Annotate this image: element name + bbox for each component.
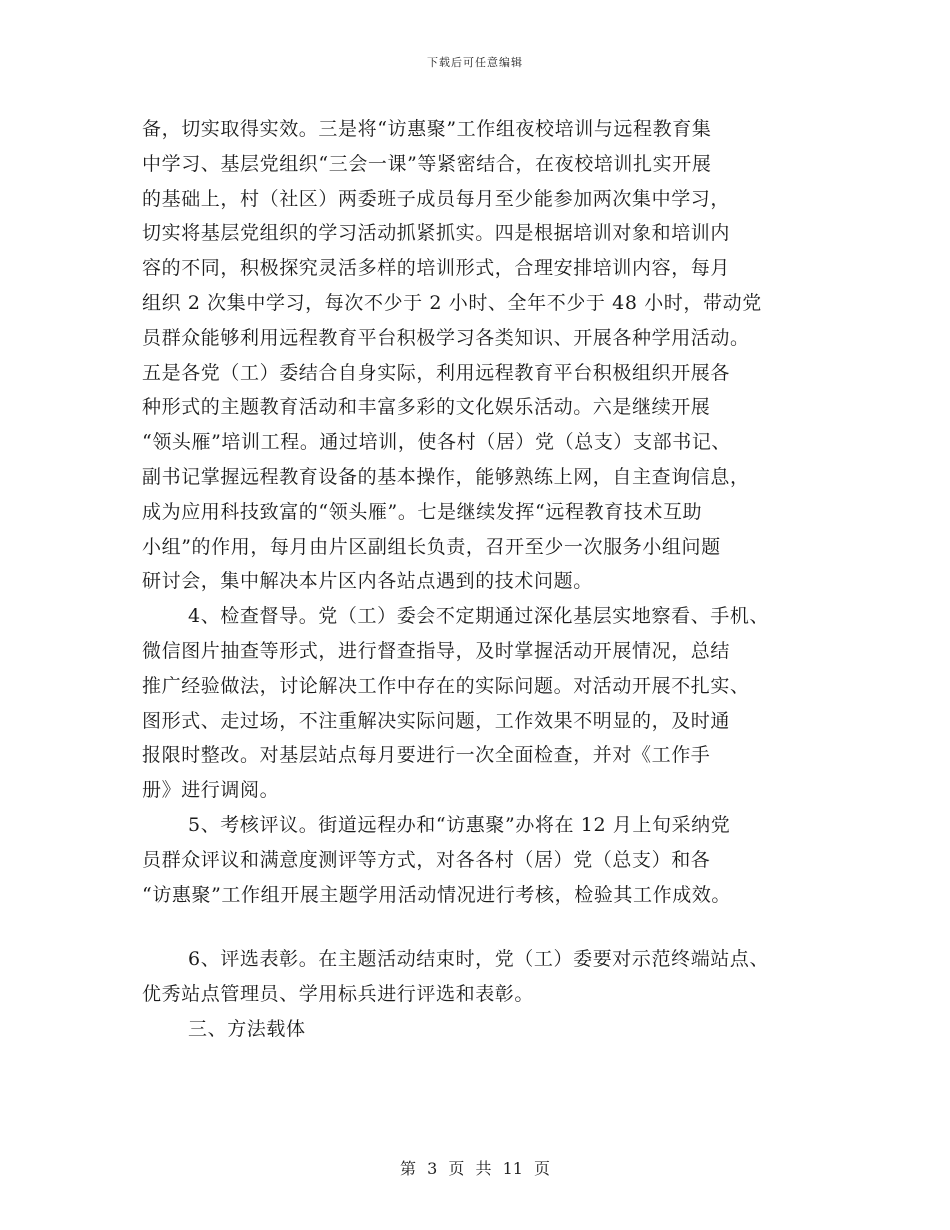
text-line: 小组”的作用，每月由片区副组长负责，召开至少一次服务小组问题 xyxy=(142,535,721,558)
paragraph-commendation xyxy=(142,942,832,1012)
text-line: “领头雁”培训工程。通过培训，使各村（居）党（总支）支部书记、 xyxy=(142,431,732,454)
footer-total-prefix: 共 xyxy=(475,1159,492,1178)
text-line: 报限时整改。对基层站点每月要进行一次全面检查，并对《工作手 xyxy=(142,744,711,767)
text-line: 推广经验做法，讨论解决工作中存在的实际问题。对活动开展不扎实、 xyxy=(142,674,750,697)
page-number: 3 xyxy=(427,1159,438,1178)
page-footer xyxy=(0,1156,950,1179)
text-line: 备，切实取得实效。三是将“访惠聚”工作组夜校培训与远程教育集 xyxy=(142,118,712,140)
text-line: 切实将基层党组织的学习活动抓紧抓实。四是根据培训对象和培训内 xyxy=(142,222,731,245)
text-line: 研讨会，集中解决本片区内各站点遇到的技术问题。 xyxy=(142,570,593,593)
total-pages: 11 xyxy=(502,1159,523,1178)
text-line: 成为应用科技致富的“领头雁”。七是继续发挥“远程教育技术互助 xyxy=(142,500,703,523)
text-line: 5、考核评议。街道远程办和“访惠聚”办将在 12 月上旬采纳党 xyxy=(188,813,731,836)
text-line: 种形式的主题教育活动和丰富多彩的文化娱乐活动。六是继续开展 xyxy=(142,396,711,419)
text-line: 组织 2 次集中学习，每次不少于 2 小时、全年不少于 48 小时，带动党 xyxy=(142,291,762,314)
paragraph-3-continuation xyxy=(142,112,832,599)
footer-suffix: 页 xyxy=(534,1159,551,1178)
section-heading xyxy=(142,1012,832,1047)
text-line: “访惠聚”工作组开展主题学用活动情况进行考核，检验其工作成效。 xyxy=(142,883,732,906)
text-line: 4、检查督导。党（工）委会不定期通过深化基层实地察看、手机、 xyxy=(188,605,770,628)
heading-line: 三、方法载体 xyxy=(188,1017,306,1040)
text-line: 五是各党（工）委结合自身实际，利用远程教育平台积极组织开展各 xyxy=(142,361,731,384)
text-line: 容的不同，积极探究灵活多样的培训形式，合理安排培训内容，每月 xyxy=(142,257,731,280)
footer-prefix: 第 xyxy=(399,1159,416,1178)
text-line: 优秀站点管理员、学用标兵进行评选和表彰。 xyxy=(142,983,535,1006)
text-line: 中学习、基层党组织“三会一课”等紧密结合，在夜校培训扎实开展 xyxy=(142,152,712,175)
paragraph-evaluation xyxy=(142,808,832,912)
text-line: 员群众能够利用远程教育平台积极学习各类知识、开展各种学用活动。 xyxy=(142,326,750,349)
text-line: 员群众评议和满意度测评等方式，对各各村（居）党（总支）和各 xyxy=(142,848,711,871)
text-line: 6、评选表彰。在主题活动结束时，党（工）委要对示范终端站点、 xyxy=(188,948,770,971)
text-line: 的基础上，村（社区）两委班子成员每月至少能参加两次集中学习， xyxy=(142,187,731,210)
footer-mid: 页 xyxy=(448,1159,465,1178)
page-header: 下载后可任意编辑 xyxy=(427,56,523,69)
paragraph-inspection xyxy=(142,599,832,808)
text-line: 副书记掌握远程教育设备的基本操作，能够熟练上网，自主查询信息， xyxy=(142,465,750,488)
document-body xyxy=(142,112,832,1047)
text-line: 图形式、走过场，不注重解决实际问题，工作效果不明显的，及时通 xyxy=(142,709,731,732)
paragraph-gap xyxy=(142,912,832,942)
text-line: 微信图片抽查等形式，进行督查指导，及时掌握活动开展情况，总结 xyxy=(142,639,731,662)
text-line: 册》进行调阅。 xyxy=(142,779,280,802)
